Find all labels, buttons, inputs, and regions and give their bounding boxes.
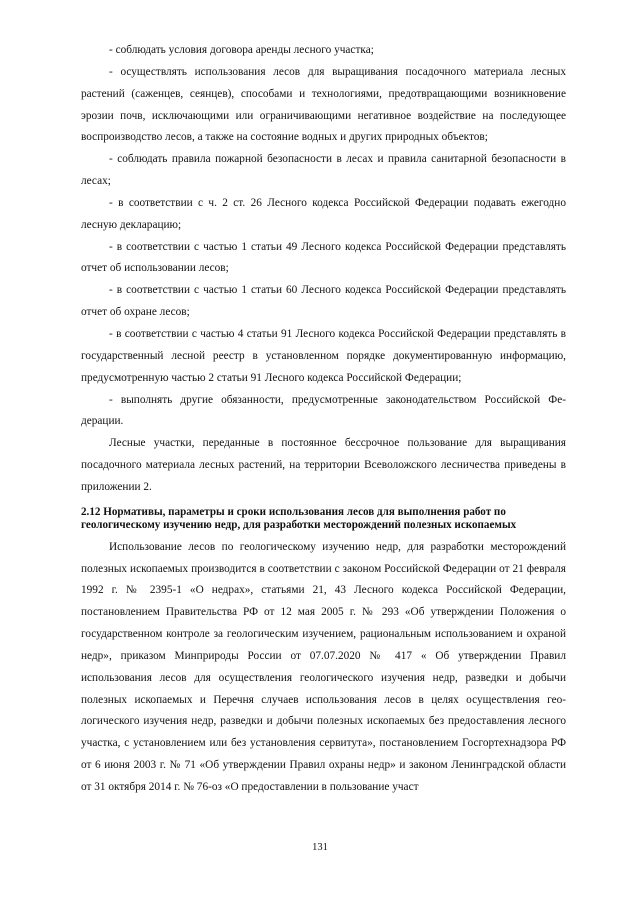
paragraph-permanent-use-plots: Лесные участки, переданные в постоянное бессрочное пользование для выращивания посадочного материала лесных растений, на территории Всеволожского лесничества приведены в приложении 2. <box>81 437 566 493</box>
paragraph-usage-report: - в соответствии с частью 1 статьи 49 Лесного кодекса Российской Федерации представлять отчет об использовании лесов; <box>81 240 566 275</box>
paragraph-geological-use: Использование лесов по геологическому изучению недр, для разработки месторождений полезных ископаемых производится в соответствии с законом Российской Федерации от 21 февраля 1992 г. № 2395-1 «О недрах», статьями 21, 43 Лесного кодекса Российской Федерации, постановлением Правительства РФ от 12 мая 2005 г. № 293 «Об утверждении Положения о государственном контроле за геологическим изучением, рациональным использованием и охраной недр», приказом Минприроды России от 07.07.2020 № 417 « Об утверждении Правил использования лесов для осуществления геологического изучения недр, разведки и добычи полезных ископаемых и Перечня случаев использования лесов в целях осуществления геологического изучения недр, разведки и добычи полезных ископаемых без предоставления лесного участка, с установлением или без установления сервитута», постановлением Госгортехнадзора РФ от 6 июня 2003 г. № 71 «Об утверждении Правил охраны недр» и законом Ленинградской области от 31 октября 2014 г. № 76-оз «О предоставлении в пользование участ <box>81 540 566 793</box>
paragraph-forest-declaration: - в соответствии с ч. 2 ст. 26 Лесного кодекса Российской Федерации подавать ежегодно лесную декларацию; <box>81 196 566 231</box>
page-number: 131 <box>312 842 328 853</box>
section-heading-line-1: 2.12 Нормативы, параметры и сроки использования лесов для выполнения работ по <box>81 505 506 518</box>
body-text <box>81 40 566 799</box>
paragraph-other-duties: - выполнять другие обязанности, предусмотренные законодательством Российской Федерации. <box>81 393 566 428</box>
paragraph-fire-safety: - соблюдать правила пожарной безопасности в лесах и правила санитарной безопасности в лесах; <box>81 153 566 188</box>
paragraph-seedling-methods: - осуществлять использования лесов для выращивания посадочного материала лесных растений (саженцев, сеянцев), способами и технологиями, предотвращающими возникновение эрозии почв, исключающими или ограничивающими негативное воздействие на последующее воспроизводство лесов, а также на состояние водных и других природных объектов; <box>81 65 566 144</box>
paragraph-lease-terms: - соблюдать условия договора аренды лесного участка; <box>109 44 374 56</box>
section-heading <box>81 499 566 537</box>
paragraph-protection-report: - в соответствии с частью 1 статьи 60 Лесного кодекса Российской Федерации представлять отчет об охране лесов; <box>81 284 566 319</box>
section-heading-line-2: геологическому изучению недр, для разработки месторождений полезных ископаемых <box>81 519 517 532</box>
paragraph-forest-registry: - в соответствии с частью 4 статьи 91 Лесного кодекса Российской Федерации представлять в государственный лесной реестр в установленном порядке документированную информацию, предусмотренную частью 2 статьи 91 Лесного кодекса Российской Федерации; <box>81 327 566 384</box>
